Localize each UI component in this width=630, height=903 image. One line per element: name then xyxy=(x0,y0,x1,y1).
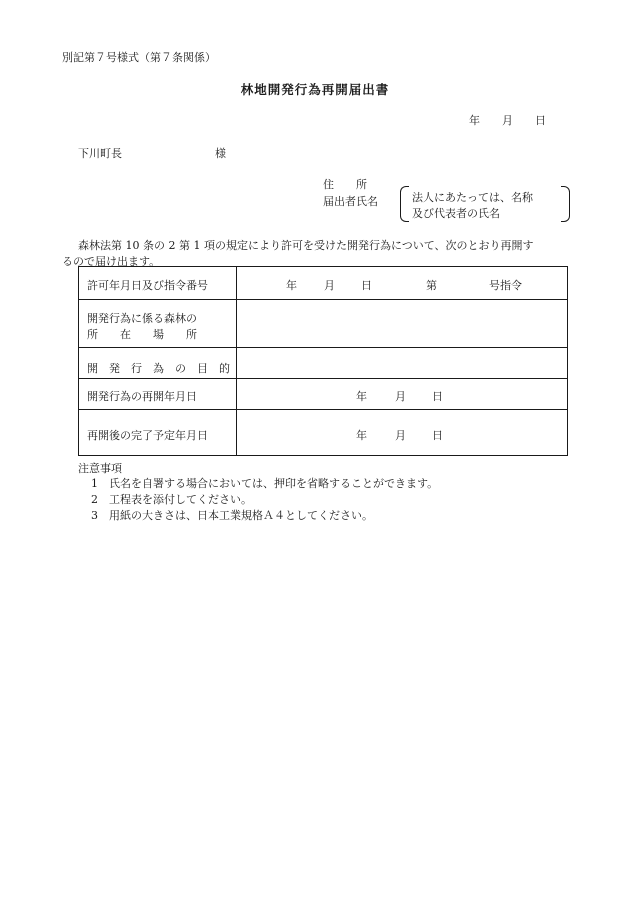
completion-year: 年 xyxy=(356,429,367,442)
body-text-line1: 森林法第 10 条の 2 第 1 項の規定により許可を受けた開発行為について、次のとおり再開す xyxy=(78,239,534,252)
note-item-2: 2 工程表を添付してください。 xyxy=(91,493,252,506)
permit-month: 月 xyxy=(324,279,335,292)
right-bracket xyxy=(561,186,570,222)
table-row-resume-date xyxy=(79,378,567,409)
table-row-completion-date xyxy=(79,409,567,455)
completion-day: 日 xyxy=(432,429,443,442)
forest-location-label-2: 所 在 場 所 xyxy=(87,328,197,341)
left-bracket xyxy=(400,186,409,222)
corporate-note-bracket xyxy=(400,186,570,222)
bracket-text-line2: 及び代表者の氏名 xyxy=(412,207,500,220)
purpose-label: 開 発 行 為 の 目 的 xyxy=(87,362,230,375)
form-reference: 別記第７号様式（第７条関係） xyxy=(62,51,216,64)
addressee-name: 下川町長 xyxy=(78,147,122,160)
permit-year: 年 xyxy=(286,279,297,292)
permit-dai: 第 xyxy=(426,279,437,292)
address-label: 住 所 xyxy=(323,178,367,191)
table-row-location xyxy=(79,299,567,347)
permit-day: 日 xyxy=(361,279,372,292)
permit-date-label: 許可年月日及び指令番号 xyxy=(87,279,208,292)
date-month: 月 xyxy=(502,114,513,127)
form-table xyxy=(78,266,568,456)
resume-day: 日 xyxy=(432,390,443,403)
completion-date-label: 再開後の完了予定年月日 xyxy=(87,429,208,442)
forest-location-label-1: 開発行為に係る森林の xyxy=(87,312,197,325)
applicant-name-label: 届出者氏名 xyxy=(323,195,378,208)
note-item-3: 3 用紙の大きさは、日本工業規格Ａ４としてください。 xyxy=(91,509,373,522)
notes-title: 注意事項 xyxy=(78,462,122,475)
permit-order-number: 号指令 xyxy=(489,279,522,292)
date-year: 年 xyxy=(469,114,480,127)
resume-year: 年 xyxy=(356,390,367,403)
completion-month: 月 xyxy=(395,429,406,442)
body-text-line2: るので届け出ます。 xyxy=(62,255,161,268)
addressee-honorific: 様 xyxy=(215,147,226,160)
table-row-permit xyxy=(79,267,567,299)
resume-month: 月 xyxy=(395,390,406,403)
resume-date-label: 開発行為の再開年月日 xyxy=(87,390,197,403)
document-title: 林地開発行為再開届出書 xyxy=(240,82,390,97)
bracket-text-line1: 法人にあたっては、名称 xyxy=(412,191,533,204)
date-day: 日 xyxy=(535,114,546,127)
table-row-purpose xyxy=(79,347,567,378)
note-item-1: 1 氏名を自署する場合においては、押印を省略することができます。 xyxy=(91,477,439,490)
date-line xyxy=(469,112,546,128)
